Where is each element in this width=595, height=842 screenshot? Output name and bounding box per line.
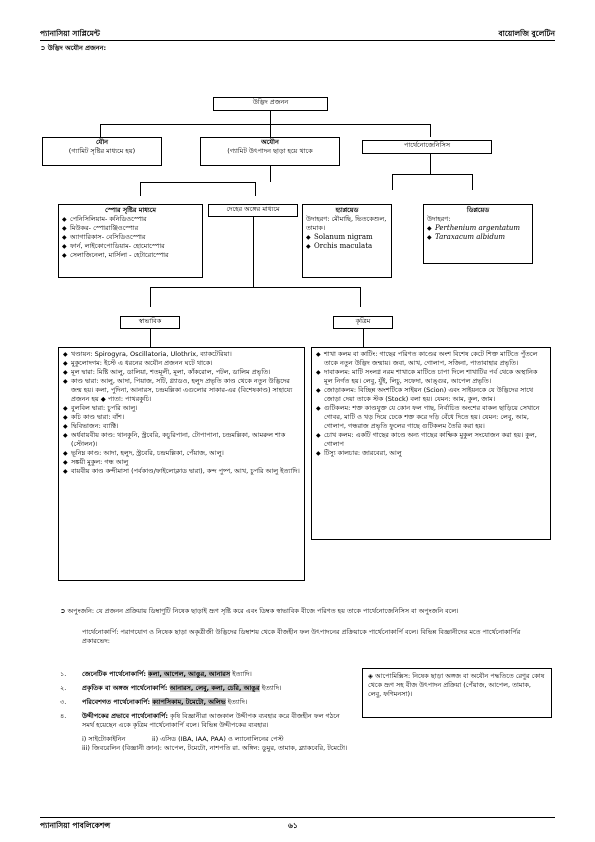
apomixis-para: [60, 607, 548, 616]
haploid-item: ◆ Orchis maculata: [306, 242, 388, 251]
partheno-box: [362, 140, 492, 154]
type-label: প্রকৃতিক বা অঙ্গজ পার্থেনোকার্পি:: [82, 684, 168, 692]
haploid-item: ◆ Solanum nigram: [306, 233, 388, 242]
type-label: জেনেটিক পার্থেনোকার্পি:: [82, 670, 146, 678]
natural-item: ◆ অর্ধবায়বীয় কাণ্ড: থানকুনি, স্ট্রবেরি, কচুরিপানা, টোপাপানা, চন্দ্রমল্লিকা, আমরুল শাক (স্টোলন)।: [63, 431, 300, 449]
type-item: [60, 712, 350, 730]
section-title: [40, 44, 106, 53]
stimulus-item: i) সাইটোকাইনিন: [82, 735, 126, 743]
natural-item: ◆ কাণ্ড দ্বারা: আলু, আদা, পিয়াজ, সটি, গ্ল্যাডও, হলুদ প্রভৃতি কাণ্ড থেকে নতুন উদ্ভিদের জন্ম হয়। কলা, পুদিনা, আনারস, চন্দ্রমল্লিকা এগুলোর সাকার-এর (বিশেষকাণ্ড) সাহায্যে প্রজনন হয় ◆ পাতা: পাথরকুচি।: [63, 377, 300, 404]
spore-item: ◆ ফার্ন, লাইকোপোডিয়াম- হোমোস্পোর: [62, 242, 199, 251]
artificial-item: ◆ চোখ কলম: একটি গাছের কাণ্ডে অন্য গাছের কাক্ষিক মুকুল সংযোজন করা হয়। কুল, গোলাপ: [316, 431, 546, 449]
apomixis-side-box: [362, 668, 552, 718]
artificial-list-box: [311, 347, 551, 540]
yoon-sub: (গ্যামিট সৃষ্টির মাধ্যমে হয়): [68, 147, 136, 155]
arrow-icon: ➲: [40, 44, 46, 52]
body-part-box: [208, 204, 298, 217]
partheno-label: পার্থেনোজেনিসিস: [403, 141, 451, 149]
natural-item: ◆ দ্বিবিভাজন: ব্যাক্টি।: [63, 422, 300, 431]
type-item: [60, 670, 350, 679]
type-item: [60, 698, 350, 707]
natural-item: ◆ ভূনিম্ন কাণ্ড: আদা, হলুদ, স্ট্রবেরি, চন্দ্রমল্লিকা, পেঁয়াজ, আলু।: [63, 449, 300, 458]
spore-box: [58, 204, 203, 278]
header-left: প্যানাসিয়া সাপ্লিমেন্ট: [40, 29, 100, 38]
spore-title: স্পোর সৃষ্টির মাধ্যমে: [105, 206, 156, 214]
type-tail: ইত্যাদি।: [232, 670, 252, 678]
natural-item: ◆ মূল দ্বারা: মিষ্টি আলু, ডালিয়া, শতমূলী, মূলা, কাঁকরোল, পটল, ডালিম প্রভৃতি।: [63, 368, 300, 377]
type-label: পরিবেশগত পার্থেনোকার্পি:: [82, 698, 151, 706]
type-num: ১.: [60, 670, 67, 678]
spore-item: ◆ মিউকর- স্পোরাঞ্জিওস্পোর: [62, 224, 199, 233]
diamond-icon: ◈: [368, 672, 373, 680]
arrow-icon: ➲: [60, 607, 66, 615]
natural-box: [120, 316, 180, 329]
diploid-item: ◆ Perthenium argentatum: [427, 224, 529, 233]
root-box: [213, 97, 328, 111]
spore-item: ◆ সেলাজিনেলা, মার্সিলা - হেটারোস্পোর: [62, 251, 199, 260]
haploid-box: [302, 204, 392, 278]
stimuli-list: [60, 735, 350, 753]
type-examples: ক্যাপসিকাম, টমেটো, অলিভ: [152, 698, 226, 706]
section-title-text: উদ্ভিদ অযৌন প্রজনন:: [47, 44, 107, 52]
natural-item: ◆ কচি কাণ্ড দ্বারা: বাঁশ।: [63, 413, 300, 422]
artificial-label: কৃত্রিম: [355, 317, 371, 325]
artificial-item: ◆ শাখা কলম বা কাটিং: গাছের পরিণত কাণ্ডের অংশ বিশেষ কেটে শিক্ত মাটিতে পুঁতলে তাকে নতুন উদ্ভিদ জন্মায়। জবা, আখ, গোলাপ, সজিনা, পাতাবাহার প্রভৃতি।: [316, 350, 546, 368]
natural-item: ◆ বুলবিল দ্বারা: চুপরি আলু।: [63, 404, 300, 413]
diploid-title: ডিপ্লয়েড: [466, 206, 490, 214]
page-number: ৬১: [288, 821, 298, 830]
natural-label: স্বাভাবিক: [138, 317, 162, 325]
diploid-box: [423, 204, 533, 264]
stimulus-item: ii) এসিড (IBA, IAA, PAA) ও ল্যানোলিনের পেস্ট: [152, 735, 284, 743]
artificial-item: ◆ গুটিকলম: শক্ত কাণ্ডযুক্ত যে কোন ফল গাছ, নির্বাচিত অংশের বাকল ছাড়িয়ে সেখানে গোবর, মাটি ও খড় দিয়ে ঢেকে শক্ত করে দড়ি বেঁধে দিতে হয়। যেমন: লেবু, আম, গোলাপ, গন্ধরাজ প্রভৃতি ফুলের গাছে গুটিকলম তৈরি করা হয়।: [316, 404, 546, 431]
artificial-item: ◆ জোড়াকলম: বিচ্ছিন্ন অংশটিকে সাইয়ন (Scion) এবং সাইয়নকে যে উদ্ভিদের সাথে জোড়া দেয়া তাকে স্টক (Stock) বলা হয়। যেমন: আম, কুল, জাম।: [316, 386, 546, 404]
type-examples: আনারস, লেবু, কলা, চেরি, আঙুর: [169, 684, 260, 692]
footer-publisher: প্যানাসিয়া পাবলিকেশন্স: [40, 821, 111, 830]
ayoon-box: [200, 137, 340, 166]
haploid-text: উদাহরণ: মৌমাছি, ভিতকেশুল, তামাক।: [306, 215, 387, 232]
artificial-item: ◆ টিস্যু কালচার: জারবেরা, আলু: [316, 449, 546, 458]
ayoon-sub: (গ্যামিট উৎপাদন ছাড়া হয়ে থাকে: [227, 147, 313, 155]
type-num: ৪.: [60, 712, 67, 720]
type-item: [60, 684, 350, 693]
stimulus-item: iii) জিবরেলিন (বিজ্ঞানী ক্রান): আপেল, টমেটো, নাশপতি রা. অঙ্গিন: ডুমুর, তামাক, ব্ল্যাকবেরি, টমেটো।: [82, 744, 348, 752]
body-part-label: দেহের অঙ্গের মাধ্যমে: [226, 205, 280, 213]
types-list: [60, 670, 350, 753]
yoon-title: যৌন: [95, 138, 109, 146]
side-box-text: আপোমিক্সিস: নিষেক ছাড়া অঙ্গজ বা অযৌন পদ্ধতিতে রেণুর কোষ থেকে ভ্রূণ সহ বীজ উৎপাদন প্রক্রিয়া (পেঁয়াজ, আপেল, তামাক, লেবু, ফণিমনসা)।: [368, 672, 545, 698]
yoon-box: [42, 137, 162, 166]
natural-item: ◆ বায়বীয় কাণ্ড কন্দীমাসা (পর্বকাণ্ড/ফাইলোক্লাড দ্বারা), কন্দ পুষ্প, আখ, চুপরি আলু ইত্যাদি।: [63, 467, 300, 476]
header-right: বায়োলজি বুলেটিন: [498, 29, 555, 38]
type-examples: কলা, আপেল, আঙুর, আনারস: [148, 670, 231, 678]
spore-item: ◆ পেনিসিলিয়াম- কনিডিওস্পোর: [62, 215, 199, 224]
natural-item: ◆ সঙ্কয়ী মুকুল: গন্ধ আলু: [63, 458, 300, 467]
diploid-text: উদাহরণ:: [427, 215, 451, 223]
ayoon-title: অযৌন: [261, 138, 279, 146]
apomixis-p2: পার্থেনোকার্পি: পরাগযোগ ও নিষেক ছাড়া অকৃত্রীজী উদ্ভিদের ডিম্বাশয় থেকে বীজহীন ফল উৎপাদনের প্রক্রিয়াকে পার্থেনোকার্পি বলে। বিভিন্ন বিজ্ঞানীদের মতে পার্থেনোকার্পির প্রকারভেদ:: [82, 628, 521, 645]
artificial-item: ◆ দাবাকলম: মাটি সংলগ্ন নরম শাখাকে মাটিতে চাপা দিলে শাখাটির পর্ব থেকে অস্থানিক মূল নির্গত হয়। লেবু, যুঁই, লিচু, সফেদা, আঙ্গুর, আপেল প্রভৃতি।: [316, 368, 546, 386]
header-rule: [40, 40, 555, 41]
footer-rule: [40, 817, 555, 818]
type-num: ২.: [60, 684, 67, 692]
type-tail: কৃষি বিজ্ঞানীরা আজকাল উদ্দীপক ব্যবহার করে বীজহীন ফল গঠনে সমর্থ হয়েছেন একে কৃত্রিম পার্থেনোকার্পি বলে। বিভিন্ন উদ্দীপকের ব্যবহার।: [82, 712, 340, 729]
root-label: উদ্ভিদ প্রজনন: [252, 98, 289, 106]
type-tail: ইত্যাদি।: [261, 684, 282, 692]
diploid-item: ◆ Taraxacum albidum: [427, 233, 529, 242]
parthenocarpy-para: [82, 628, 548, 646]
artificial-box: [333, 316, 393, 329]
type-tail: ইত্যাদি।: [227, 698, 248, 706]
natural-item: ◆ মুকুলোদগম: ইস্টে এ ধরনের অযৌন প্রজনন ঘটে থাকে।: [63, 359, 300, 368]
type-num: ৩.: [60, 698, 67, 706]
natural-list-box: [58, 347, 305, 581]
apomixis-p1: অপুংজনি: যে প্রজনন প্রক্রিয়ায় ডিম্বাণুটি নিষেক ছাড়াই ভ্রূণ সৃষ্টি করে এবং ডিম্বক স্বাভাবিক বীজে পরিণত হয় তাকে পার্থেনোজেনিসিস বা অপুংজনি বলে।: [67, 607, 459, 615]
haploid-title: হ্যাপ্লয়েড: [335, 206, 359, 214]
stimuli-row: [82, 735, 350, 744]
type-label: উদ্দীপকের প্রভাবে পার্থেনোকার্পি:: [82, 712, 169, 720]
spore-item: ◆ অ্যাগারিকাস- বেসিডিওস্পোর: [62, 233, 199, 242]
natural-item: ◆ খণ্ডায়ন: Spirogyra, Oscillatoria, Ulothrix, ব্যাকটেরিয়া।: [63, 350, 300, 359]
